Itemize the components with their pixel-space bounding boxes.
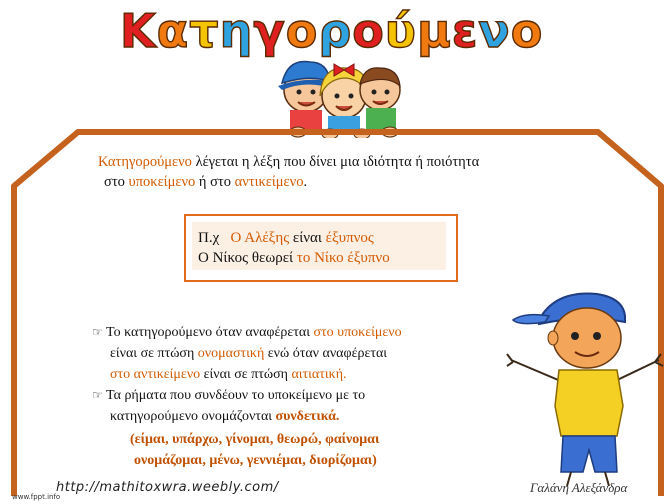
rules-list <box>92 322 512 471</box>
title-letter: ο <box>510 4 544 58</box>
example-prefix: Π.χ <box>198 230 220 246</box>
kids-illustration <box>268 38 404 138</box>
example-verb: είναι <box>289 230 326 246</box>
definition-text: ή στο <box>195 174 235 190</box>
verbs-list-line-1 <box>92 429 512 450</box>
bullet-text: Το κατηγορούμενο όταν αναφέρεται <box>106 325 314 340</box>
example-predicate: έξυπνος <box>325 230 374 246</box>
author-name: Γαλάνη Αλεξάνδρα <box>530 480 628 495</box>
bullet-item <box>92 385 512 406</box>
title-letter: μ <box>416 4 452 58</box>
watermark-text: www.fppt.info <box>12 493 61 501</box>
verbs-list-line-2 <box>92 450 512 471</box>
title-letter: ρ <box>318 4 353 58</box>
subject-highlight: υποκείμενο <box>128 174 196 190</box>
definition-text: στο <box>104 174 129 190</box>
verbs-text: ονομάζομαι, μένω, γεννιέμαι, διορίζομαι) <box>134 453 377 468</box>
pointing-hand-icon: ☞ <box>92 388 103 402</box>
title-letter: η <box>219 4 254 58</box>
definition <box>98 152 568 192</box>
highlight-text: στο αντικείμενο <box>110 367 201 382</box>
boy-illustration <box>505 286 665 486</box>
example-text: Ο Νίκος θεωρεί <box>198 250 297 266</box>
definition-text: . <box>303 174 308 190</box>
highlight-bold-text: συνδετικά. <box>275 409 340 424</box>
title-letter: α <box>156 4 190 58</box>
bullet-text: Τα ρήματα που συνδέουν το υποκείμενο με το <box>106 388 366 403</box>
verbs-text: (είμαι, υπάρχω, γίνομαι, θεωρώ, φαίνομαι <box>130 432 380 447</box>
title-letter: γ <box>253 4 286 58</box>
example-subject: Ο Αλέξης <box>230 230 290 246</box>
bullet-continuation <box>92 364 512 385</box>
pointing-hand-icon: ☞ <box>92 325 103 339</box>
title-letter: ύ <box>384 4 417 58</box>
bullet-item <box>92 322 512 343</box>
title-letter: ν <box>478 4 511 58</box>
bullet-continuation <box>92 343 512 364</box>
source-url: http://mathitoxwra.weebly.com/ <box>56 480 279 495</box>
title-letter: Κ <box>120 4 157 58</box>
example-predicate: έξυπνο <box>347 250 390 266</box>
object-highlight: αντικείμενο <box>234 174 304 190</box>
example-line-2 <box>198 250 390 267</box>
title-letter: ο <box>352 4 385 58</box>
highlight-text: στο υποκείμενο <box>313 325 402 340</box>
highlight-text: ονομαστική <box>197 346 265 361</box>
bullet-text: είναι σε πτώση <box>110 346 198 361</box>
definition-text: λέγεται η λέξη που δίνει μια ιδιότητα ή ποιότητα <box>191 154 480 170</box>
bullet-text: κατηγορούμενο ονομάζονται <box>110 409 276 424</box>
example-box <box>184 214 458 282</box>
title-letter: ε <box>451 4 479 58</box>
definition-line-1 <box>98 152 568 172</box>
example-line-1 <box>198 230 374 247</box>
example-object: το Νίκο <box>296 250 348 266</box>
bullet-text: ενώ όταν αναφέρεται <box>264 346 388 361</box>
title-letter: ο <box>285 4 319 58</box>
bullet-continuation <box>92 406 512 427</box>
highlight-text: αιτιατική. <box>291 367 347 382</box>
bullet-text: είναι σε πτώση <box>200 367 292 382</box>
definition-line-2 <box>98 172 568 192</box>
term-highlight: Κατηγορούμενο <box>98 154 192 170</box>
title-letter: τ <box>189 4 220 58</box>
